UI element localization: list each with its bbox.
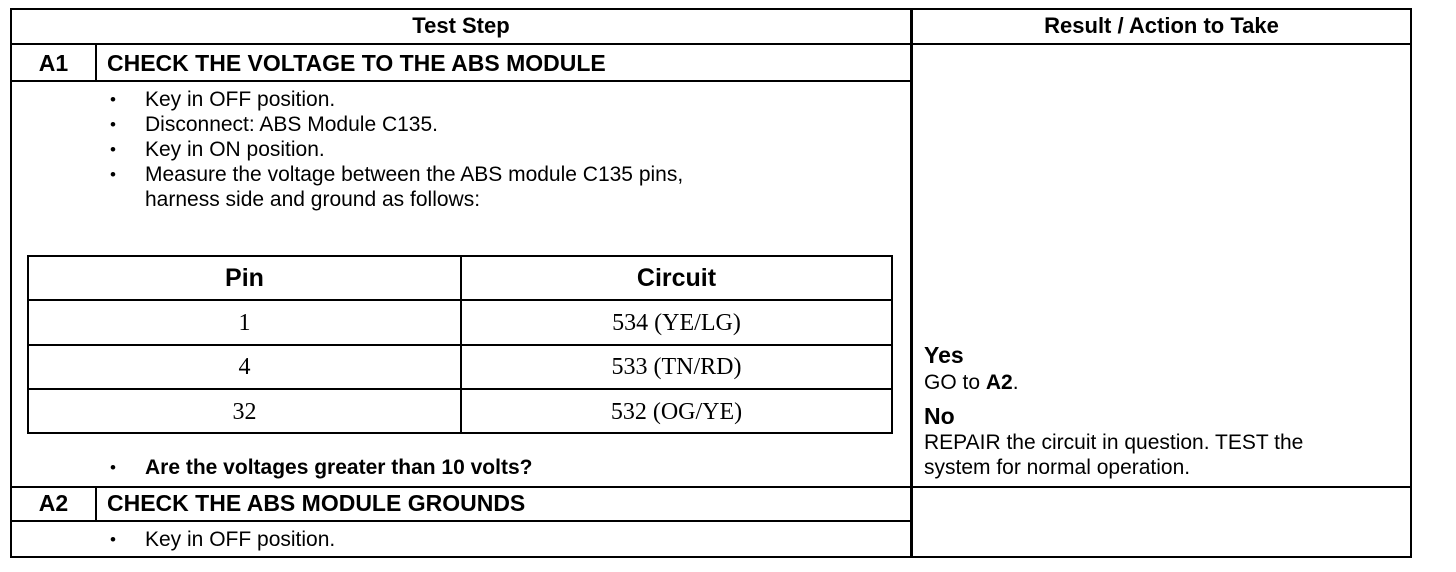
a1-a2-rule bbox=[10, 486, 1412, 488]
a1-question: Are the voltages greater than 10 volts? bbox=[145, 456, 533, 479]
a2-bullet-1: Key in OFF position. bbox=[145, 528, 336, 551]
header-rule bbox=[10, 43, 1412, 45]
a2-id-divider bbox=[95, 487, 97, 521]
table-border-left bbox=[10, 8, 12, 558]
table-border-top bbox=[10, 8, 1412, 10]
pin-cell: 1 bbox=[238, 310, 251, 336]
table-border-bottom bbox=[10, 556, 1412, 558]
a1-bullet-1: Key in OFF position. bbox=[145, 88, 336, 111]
result-yes-action-suffix: . bbox=[1012, 371, 1019, 394]
result-no-action-line1: REPAIR the circuit in question. TEST the bbox=[924, 431, 1304, 454]
a1-id-divider bbox=[95, 44, 97, 81]
a1-bullet-3: Key in ON position. bbox=[145, 138, 325, 161]
a2-title-rule bbox=[10, 520, 912, 522]
a1-bullet-4: Measure the voltage between the ABS module C135 pins, bbox=[145, 163, 684, 186]
pin-cell: 4 bbox=[238, 354, 251, 380]
pin-cell: 32 bbox=[232, 399, 257, 425]
result-no-action-line2: system for normal operation. bbox=[924, 456, 1191, 479]
result-no-label: No bbox=[924, 403, 955, 429]
bullet-icon: • bbox=[110, 165, 116, 184]
header-result-action: Result / Action to Take bbox=[1044, 13, 1279, 38]
bullet-icon: • bbox=[110, 90, 116, 109]
circuit-cell: 532 (OG/YE) bbox=[610, 399, 743, 425]
a1-title-rule bbox=[10, 80, 912, 82]
step-id-a1: A1 bbox=[38, 50, 69, 76]
a1-bullet-2: Disconnect: ABS Module C135. bbox=[145, 113, 438, 136]
step-title-a1: CHECK THE VOLTAGE TO THE ABS MODULE bbox=[107, 50, 606, 76]
circuit-cell: 533 (TN/RD) bbox=[611, 354, 742, 380]
result-yes-label: Yes bbox=[924, 342, 964, 368]
result-yes-action-target: A2 bbox=[985, 371, 1013, 394]
pin-table-row-rule bbox=[27, 388, 893, 390]
result-yes-action bbox=[924, 372, 1019, 393]
bullet-icon: • bbox=[110, 530, 116, 549]
result-yes-action-prefix: GO to bbox=[924, 371, 986, 394]
step-id-a2: A2 bbox=[38, 490, 69, 516]
bullet-icon: • bbox=[110, 140, 116, 159]
bullet-icon: • bbox=[110, 458, 116, 477]
circuit-cell: 534 (YE/LG) bbox=[612, 310, 741, 336]
table-border-right bbox=[1410, 8, 1412, 558]
pin-table-header-pin: Pin bbox=[225, 264, 264, 292]
a1-bullet-4-cont: harness side and ground as follows: bbox=[145, 188, 481, 211]
pin-table-row-rule bbox=[27, 299, 893, 301]
pin-table-header-circuit: Circuit bbox=[636, 264, 717, 292]
bullet-icon: • bbox=[110, 115, 116, 134]
header-test-step: Test Step bbox=[412, 13, 510, 38]
pin-table-row-rule bbox=[27, 344, 893, 346]
step-title-a2: CHECK THE ABS MODULE GROUNDS bbox=[107, 490, 526, 516]
column-divider bbox=[910, 8, 913, 558]
